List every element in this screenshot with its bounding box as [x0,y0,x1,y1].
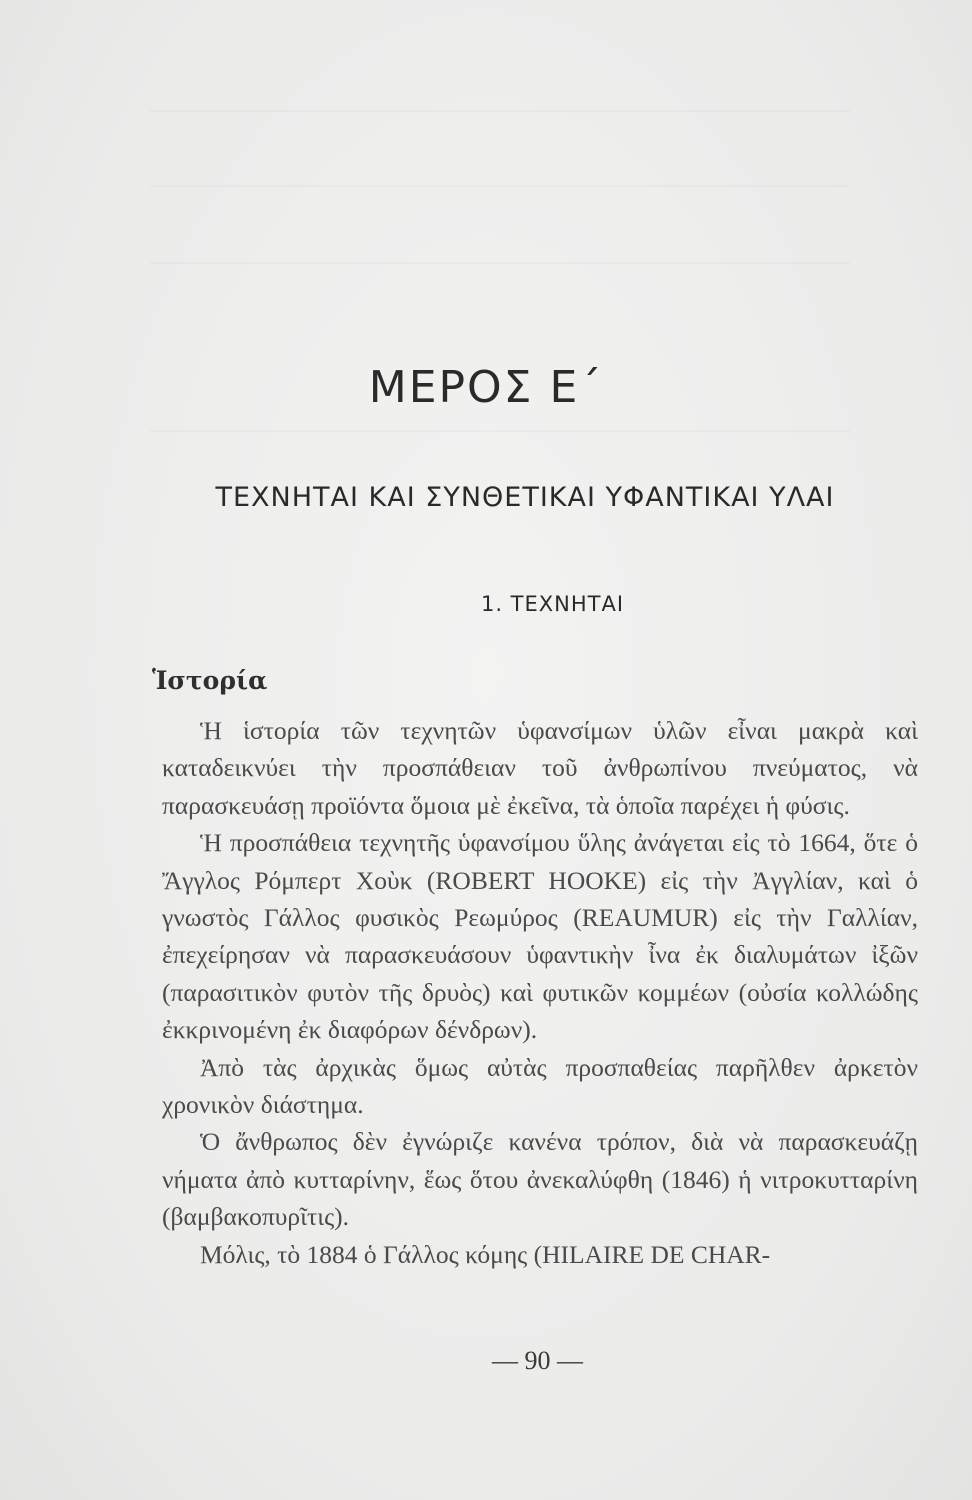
bleed-through-line [150,185,850,187]
body-text [162,712,918,1273]
part-title: ΜΕΡΟΣ Ε΄ [368,362,604,413]
paragraph: Ἡ προσπάθεια τεχνητῆς ὑφανσίμου ὕλης ἀνάγεται εἰς τὸ 1664, ὅτε ὁ Ἄγγλος Ρόμπερτ Χοὺκ (ROBERT HOOKE) εἰς τὴν Ἀγγλίαν, καὶ ὁ γνωστὸς Γάλλος φυσικὸς Ρεωμύρος (REAUMUR) εἰς τὴν Γαλλίαν, ἐπεχείρησαν νὰ παρασκευάσουν ὑφαντικὴν ἶνα ἐκ διαλυμάτων ἰξῶν (παρασιτικὸν φυτὸν τῆς δρυὸς) καὶ φυτικῶν κομμέων (οὐσία κολλώδης ἐκκρινομένη ἐκ διαφόρων δένδρων). [162,828,918,1045]
section-heading: 1. ΤΕΧΝΗΤΑΙ [480,592,625,616]
paragraph: Μόλις, τὸ 1884 ὁ Γάλλος κόμης (HILAIRE DE CHAR- [200,1239,771,1269]
paragraph: Ἀπὸ τὰς ἀρχικὰς ὅμως αὐτὰς προσπαθείας παρῆλθεν ἀρκετὸν χρονικὸν διάστημα. [162,1052,918,1120]
bleed-through-line [150,430,850,432]
bleed-through-line [150,110,850,112]
sub-heading: Ἱστορία [152,666,268,695]
chapter-title: ΤΕΧΝΗΤΑΙ ΚΑΙ ΣΥΝΘΕΤΙΚΑΙ ΥΦΑΝΤΙΚΑΙ ΥΛΑΙ [215,482,835,513]
bleed-through-line [150,262,850,264]
paragraph: Ἡ ἱστορία τῶν τεχνητῶν ὑφανσίμων ὑλῶν εἶναι μακρὰ καὶ καταδεικνύει τὴν προσπάθειαν τοῦ ἀνθρωπίνου πνεύματος, νὰ παρασκευάσῃ προϊόντα ὅμοια μὲ ἐκεῖνα, τὰ ὁποῖα παρέχει ἡ φύσις. [162,716,918,820]
page-number: — 90 — [492,1346,583,1375]
paragraph: Ὁ ἄνθρωπος δὲν ἐγνώριζε κανένα τρόπον, διὰ νὰ παρασκευάζῃ νήματα ἀπὸ κυτταρίνην, ἕως ὅτου ἀνεκαλύφθη (1846) ἡ νιτροκυτταρίνη (βαμβακοπυρῖτις). [162,1127,918,1232]
